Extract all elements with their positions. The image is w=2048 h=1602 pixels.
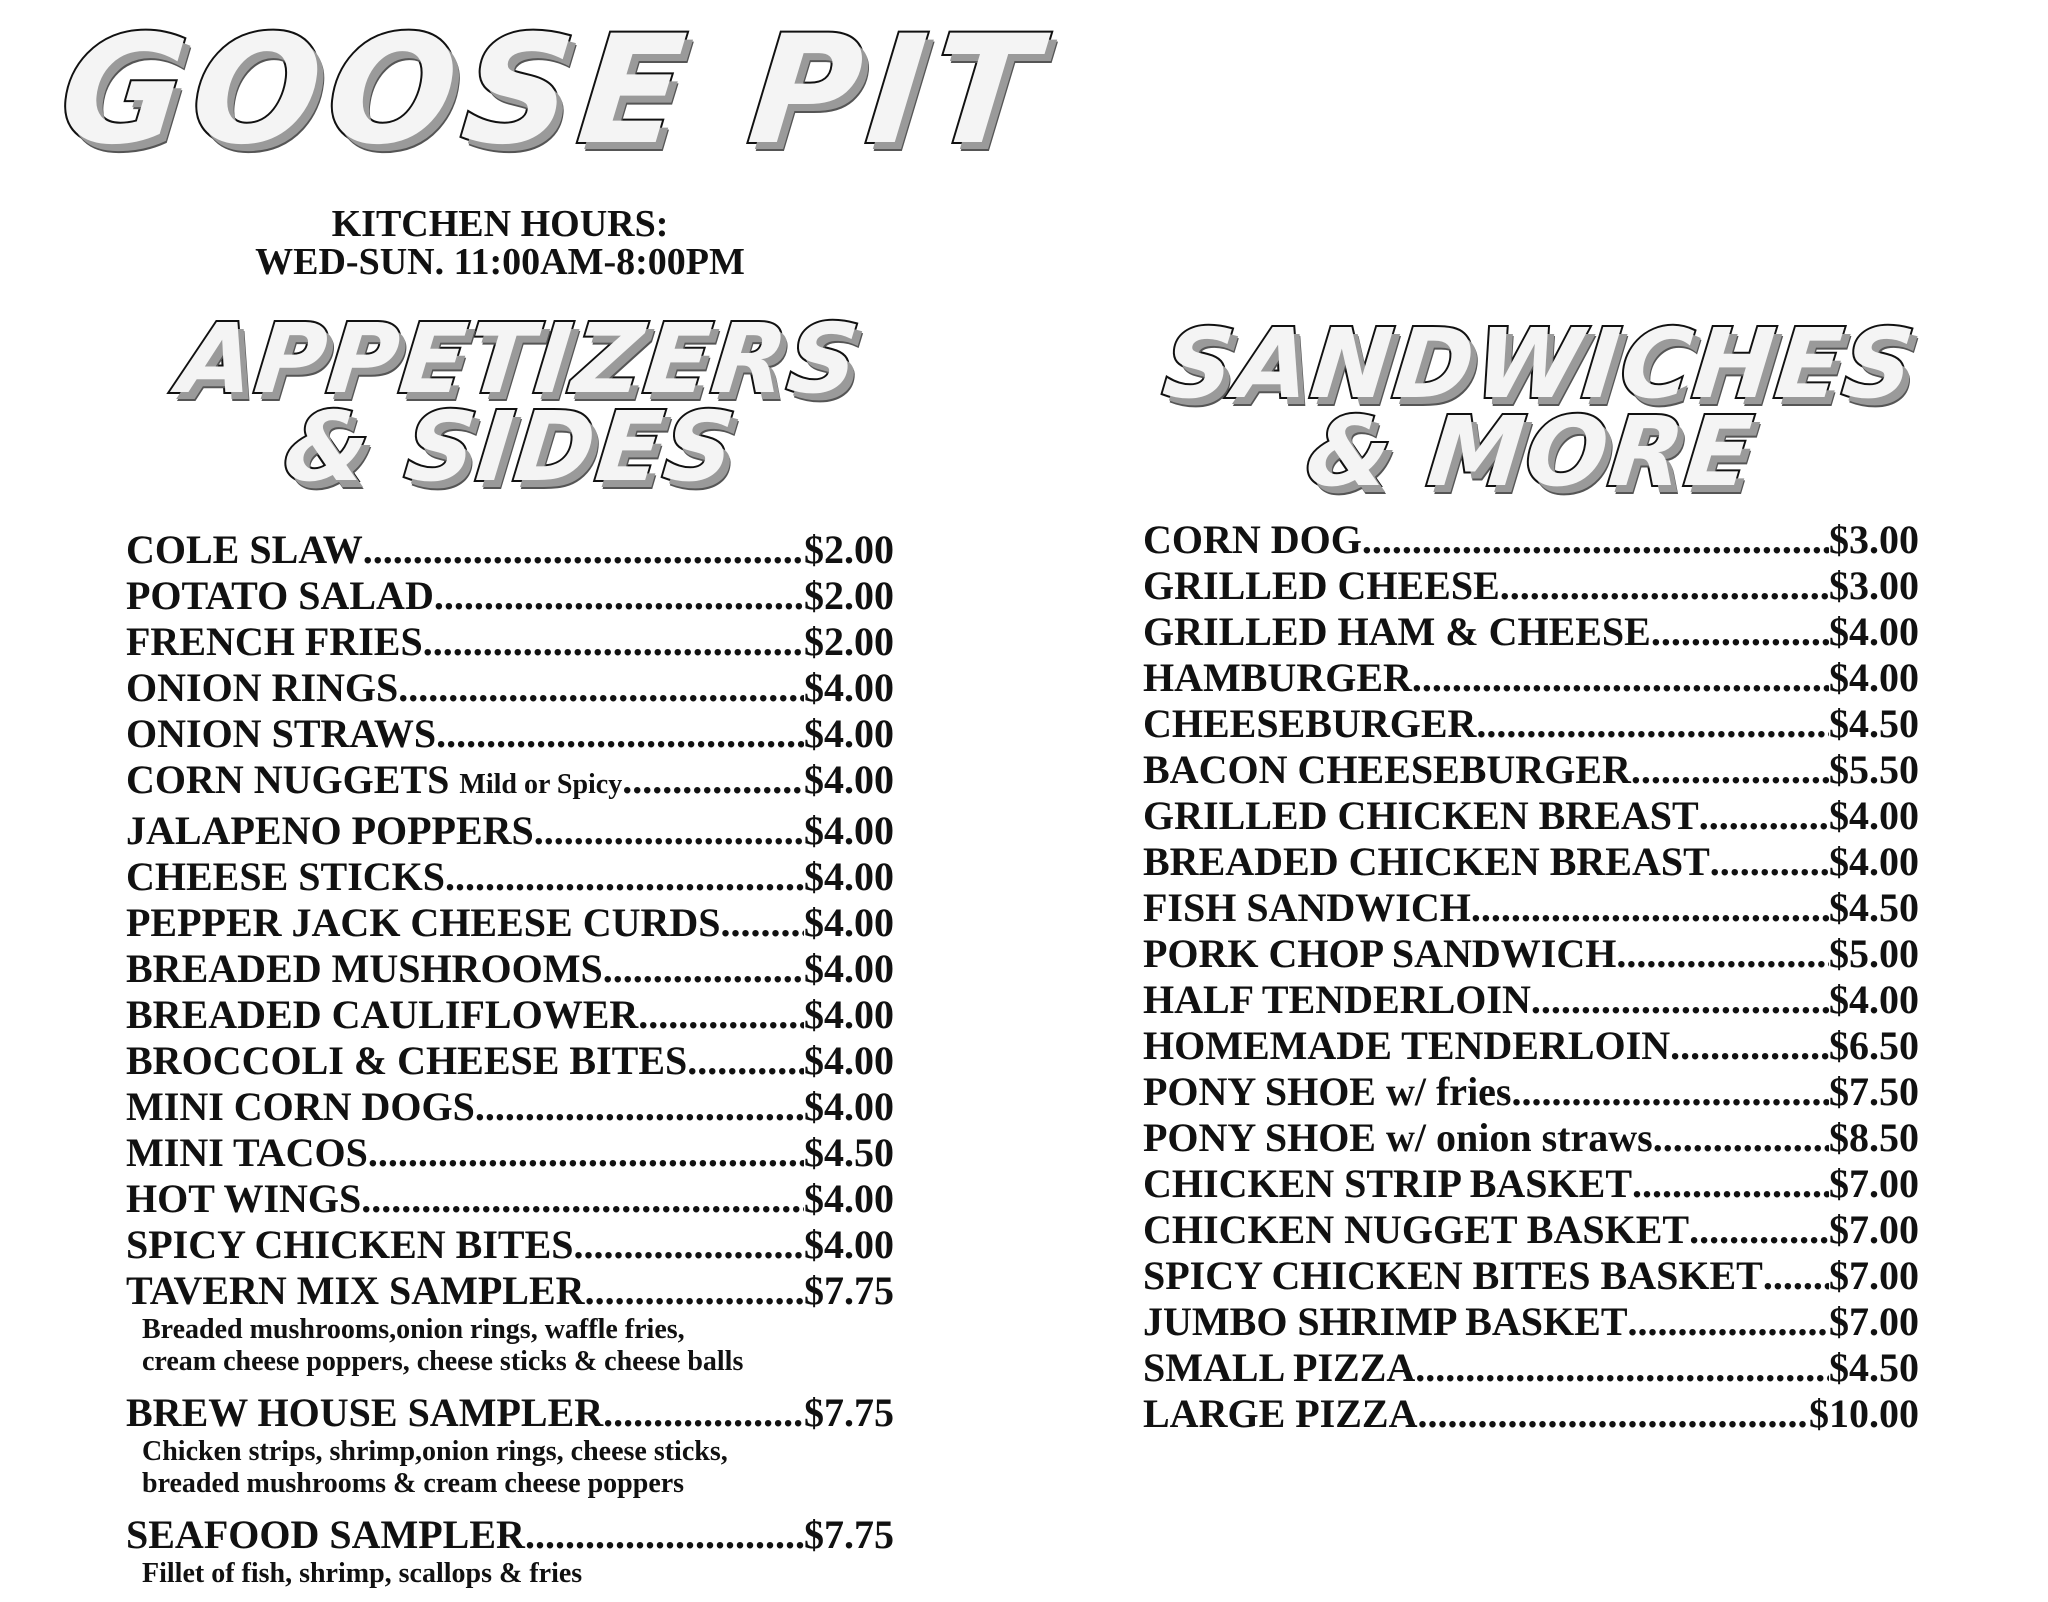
dot-leader [603,1390,804,1436]
menu-item-name: GRILLED HAM & CHEESE [1143,609,1651,654]
menu-item-price: $7.00 [1829,1253,1919,1298]
menu-item [1143,1253,1919,1299]
dot-leader [1362,517,1829,563]
dot-leader [534,808,804,854]
menu-item [1143,885,1919,931]
menu-item-price: $4.50 [1829,701,1919,746]
menu-item-description: Breaded mushrooms,onion rings, waffle fries, [142,1314,685,1345]
dot-leader [1415,1345,1829,1391]
menu-item-name: BREADED CHICKEN BREAST [1143,839,1710,884]
menu-item-price: $3.00 [1829,517,1919,562]
menu-item [1143,977,1919,1023]
menu-item-price: $2.00 [804,527,894,572]
menu-item-price: $4.00 [804,1222,894,1267]
menu-item-name: ONION STRAWS [126,711,437,756]
menu-item-price: $4.00 [804,757,894,802]
menu-item [1143,1391,1919,1437]
dot-leader [361,1176,804,1222]
menu-item-name: ONION RINGS [126,665,399,710]
dot-leader [1471,885,1829,931]
dot-leader [1512,1069,1830,1115]
hours-title: KITCHEN HOURS: [331,203,669,245]
dot-leader [1531,977,1829,1023]
menu-item-price: $4.50 [804,1130,894,1175]
menu-item [126,992,894,1038]
dot-leader [1476,701,1829,747]
menu-item-name: HOMEMADE TENDERLOIN [1143,1023,1671,1068]
menu-item-description: cream cheese poppers, cheese sticks & cheese balls [142,1346,744,1377]
menu-item-price: $7.75 [804,1390,894,1435]
menu-item [126,854,894,900]
menu-item [1143,931,1919,977]
menu-item [1143,1345,1919,1391]
menu-item-price: $7.00 [1829,1161,1919,1206]
dot-leader [423,619,804,665]
menu-item [1143,563,1919,609]
menu-item-name: POTATO SALAD [126,573,434,618]
menu-item-name: MINI CORN DOGS [126,1084,475,1129]
dot-leader [603,946,804,992]
menu-item-price: $3.00 [1829,563,1919,608]
menu-item-name: LARGE PIZZA [1143,1391,1418,1436]
dot-leader [1710,839,1829,885]
menu-item [1143,701,1919,747]
menu-item-price: $8.50 [1829,1115,1919,1160]
menu-item-price: $4.00 [1829,609,1919,654]
menu-item-name: FISH SANDWICH [1143,885,1471,930]
menu-item-price: $4.00 [804,1176,894,1221]
menu-item-price: $4.00 [1829,977,1919,1022]
menu-item [1143,609,1919,655]
dot-leader [1653,1115,1829,1161]
menu-item [126,573,894,619]
menu-item [126,808,894,854]
dot-leader [525,1512,804,1558]
menu-item-name: BREADED CAULIFLOWER [126,992,639,1037]
appetizers-heading [111,303,919,503]
menu-item [1143,1023,1919,1069]
menu-item-price: $5.00 [1829,931,1919,976]
menu-item [126,527,894,573]
menu-item [126,1130,894,1176]
menu-item [126,900,894,946]
dot-leader [687,1038,804,1084]
menu-item [126,1390,894,1436]
menu-item-name: SPICY CHICKEN BITES BASKET [1143,1253,1763,1298]
menu-item-price: $4.00 [804,946,894,991]
menu-item [1143,517,1919,563]
menu-item-price: $7.00 [1829,1207,1919,1252]
dot-leader [445,854,804,900]
menu-item-price: $4.00 [1829,655,1919,700]
dot-leader [638,992,804,1038]
menu-item-name: PONY SHOE w/ fries [1143,1069,1512,1114]
menu-item-price: $4.00 [804,992,894,1037]
menu-item-name: BREW HOUSE SAMPLER [126,1390,604,1435]
menu-item [1143,793,1919,839]
sandwiches-heading [1131,308,1939,508]
menu-item [126,1176,894,1222]
menu-item-price: $5.50 [1829,747,1919,792]
dot-leader [1500,563,1829,609]
dot-leader [1699,793,1829,839]
menu-item-name: CHEESE STICKS [126,854,446,899]
menu-item [1143,1299,1919,1345]
menu-item-name: CORN NUGGETS [126,757,450,802]
menu-item-price: $4.00 [804,711,894,756]
menu-item-price: $4.00 [804,900,894,945]
menu-item-note: Mild or Spicy [459,769,623,800]
hours-detail: WED-SUN. 11:00AM-8:00PM [255,241,745,283]
appetizers-heading-line2: & SIDES [279,391,742,503]
menu-item [126,757,894,808]
menu-item [126,1512,894,1558]
menu-item-price: $4.00 [1829,839,1919,884]
menu-item-name: HALF TENDERLOIN [1143,977,1531,1022]
menu-item-name: JUMBO SHRIMP BASKET [1143,1299,1628,1344]
menu-item [1143,747,1919,793]
menu-item-description: Fillet of fish, shrimp, scallops & fries [142,1558,583,1589]
dot-leader [1763,1253,1829,1299]
dot-leader [1418,1391,1810,1437]
menu-item [1143,1115,1919,1161]
menu-item [1143,1161,1919,1207]
menu-item-name: PONY SHOE w/ onion straws [1143,1115,1653,1160]
menu-item-name: GRILLED CHEESE [1143,563,1500,608]
menu-item-price: $4.00 [804,854,894,899]
dot-leader [436,711,804,757]
menu-item-price: $4.50 [1829,1345,1919,1390]
menu-item-price: $7.75 [804,1268,894,1313]
kitchen-hours [220,205,780,281]
restaurant-title: GOOSE PIT [52,4,1053,178]
dot-leader [1616,931,1829,977]
menu-item-price: $2.00 [804,619,894,664]
dot-leader [368,1130,804,1176]
sandwiches-heading-line2: & MORE [1301,396,1760,508]
dot-leader [398,665,804,711]
menu-item [1143,655,1919,701]
menu-item-name: SPICY CHICKEN BITES [126,1222,574,1267]
dot-leader [622,757,804,803]
dot-leader [475,1084,804,1130]
menu-item-description: Chicken strips, shrimp,onion rings, cheese sticks, [142,1436,728,1467]
menu-item-name: HOT WINGS [126,1176,362,1221]
menu-item-name: PORK CHOP SANDWICH [1143,931,1617,976]
dot-leader [1651,609,1829,655]
menu-item [1143,1069,1919,1115]
dot-leader [1628,1299,1829,1345]
menu-item-name: BREADED MUSHROOMS [126,946,603,991]
menu-item-name: TAVERN MIX SAMPLER [126,1268,585,1313]
dot-leader [434,573,804,619]
menu-item-name: CORN DOG [1143,517,1362,562]
menu-item-name: BROCCOLI & CHEESE BITES [126,1038,688,1083]
menu-item-price: $4.00 [1829,793,1919,838]
menu-item-name: SMALL PIZZA [1143,1345,1416,1390]
menu-item [126,1084,894,1130]
dot-leader [1670,1023,1829,1069]
menu-item-price: $4.50 [1829,885,1919,930]
menu-item-price: $7.00 [1829,1299,1919,1344]
menu-item-name: MINI TACOS [126,1130,368,1175]
menu-item-description: breaded mushrooms & cream cheese poppers [142,1468,685,1499]
sandwiches-menu-list [1143,517,1919,1437]
dot-leader [1632,1161,1829,1207]
menu-item [126,619,894,665]
menu-item-price: $4.00 [804,665,894,710]
menu-item [126,711,894,757]
menu-item-price: $2.00 [804,573,894,618]
menu-item-name: COLE SLAW [126,527,363,572]
menu-item-name: GRILLED CHICKEN BREAST [1143,793,1699,838]
menu-item [126,1222,894,1268]
dot-leader [1412,655,1829,701]
menu-item [126,665,894,711]
menu-item-price: $10.00 [1809,1391,1919,1436]
menu-item-name: HAMBURGER [1143,655,1412,700]
menu-item-price: $4.00 [804,808,894,853]
menu-item [126,946,894,992]
menu-item [126,1268,894,1314]
menu-item [1143,839,1919,885]
menu-item-name: CHEESEBURGER [1143,701,1477,746]
sandwiches-heading-line1: SANDWICHES [1158,308,1921,420]
menu-item-price: $7.50 [1829,1069,1919,1114]
dot-leader [574,1222,804,1268]
menu-item-name: CHICKEN STRIP BASKET [1143,1161,1633,1206]
menu-item [1143,1207,1919,1253]
appetizers-heading-line1: APPETIZERS [173,303,866,415]
menu-item-price: $4.00 [804,1084,894,1129]
dot-leader [585,1268,804,1314]
dot-leader [1689,1207,1829,1253]
menu-item-name: BACON CHEESEBURGER [1143,747,1631,792]
menu-item-name: SEAFOOD SAMPLER [126,1512,525,1557]
dot-leader [721,900,804,946]
dot-leader [363,527,804,573]
menu-item-name: FRENCH FRIES [126,619,423,664]
appetizers-menu-list [126,527,894,1602]
menu-item-price: $6.50 [1829,1023,1919,1068]
menu-item-price: $7.75 [804,1512,894,1557]
menu-item-name: CHICKEN NUGGET BASKET [1143,1207,1690,1252]
menu-item-name: JALAPENO POPPERS [126,808,534,853]
dot-leader [1631,747,1829,793]
menu-item-name: PEPPER JACK CHEESE CURDS [126,900,721,945]
menu-item [126,1038,894,1084]
menu-item-price: $4.00 [804,1038,894,1083]
